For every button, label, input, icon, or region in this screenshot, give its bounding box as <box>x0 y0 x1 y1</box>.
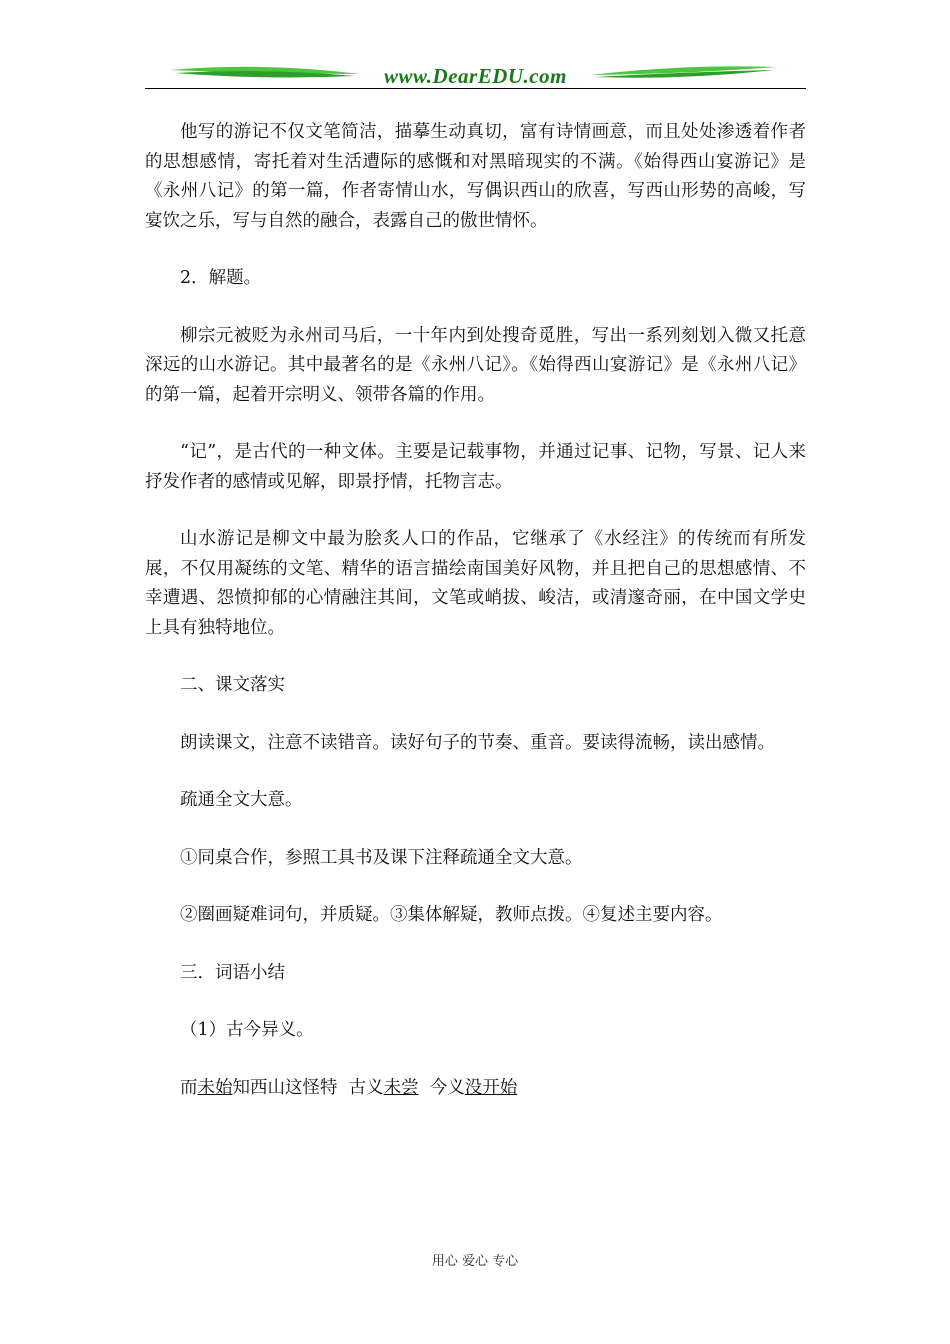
example-modern-label: 今义 <box>418 1077 465 1098</box>
subheading-ancient-modern: （1）古今异义。 <box>180 1020 314 1040</box>
logo-text: www.DearEDU.com <box>384 64 567 88</box>
example-rest: 知西山这怪特 古义 <box>232 1077 384 1098</box>
paragraph-meaning: 疏通全文大意。 <box>180 790 303 810</box>
paragraph-ji-genre: “记”，是古代的一种文体。主要是记载事物，并通过记事、记物，写景、记人来抒发作者的感情或见解，即景抒情，托物言志。 <box>145 442 806 492</box>
header-logo <box>145 52 806 92</box>
paragraph-landscape-notes: 山水游记是柳文中最为脍炙人口的作品，它继承了《水经注》的传统而有所发展，不仅用凝练的文笔、精华的语言描绘南国美好风物，并且把自己的思想感情、不幸遭遇、怨愤抑郁的心情融注其间，文笔或峭拔、峻洁，或清邃奇丽，在中国文学史上具有独特地位。 <box>145 529 806 638</box>
heading-text-practice: 二、课文落实 <box>180 675 285 695</box>
paragraph-reading: 朗读课文，注意不读错音。读好句子的节奏、重音。要读得流畅，读出感情。 <box>180 732 775 753</box>
list-item-1: ①同桌合作，参照工具书及课下注释疏通全文大意。 <box>180 847 583 868</box>
page-footer: 用心 爱心 专心 <box>431 1254 519 1269</box>
heading-title-explanation: 2．解题。 <box>180 268 262 288</box>
document-body <box>145 118 806 1103</box>
list-item-2: ②圈画疑难词句，并质疑。③集体解疑，教师点拨。④复述主要内容。 <box>180 905 723 925</box>
example-sentence <box>145 1074 806 1104</box>
paragraph-travel-notes: 他写的游记不仅文笔简洁，描摹生动真切，富有诗情画意，而且处处渗透着作者的思想感情，寄托着对生活遭际的感慨和对黑暗现实的不满。《始得西山宴游记》是《永州八记》的第一篇，作者寄情山水，写偶识西山的欣喜，写西山形势的高峻，写宴饮之乐，写与自然的融合，表露自己的傲世情怀。 <box>145 122 806 231</box>
example-word: 未始 <box>197 1077 233 1098</box>
heading-vocabulary: 三．词语小结 <box>180 962 285 983</box>
example-prefix: 而 <box>180 1077 198 1098</box>
header-divider <box>145 88 806 89</box>
example-ancient-meaning: 未尝 <box>383 1077 419 1098</box>
paragraph-liu-zongyuan: 柳宗元被贬为永州司马后，一十年内到处搜奇觅胜，写出一系列刻划入微又托意深远的山水游记。其中最著名的是《永州八记》。《始得西山宴游记》是《永州八记》的第一篇，起着开宗明义、领带各篇的作用。 <box>145 325 806 405</box>
example-modern-meaning: 没开始 <box>464 1077 518 1098</box>
